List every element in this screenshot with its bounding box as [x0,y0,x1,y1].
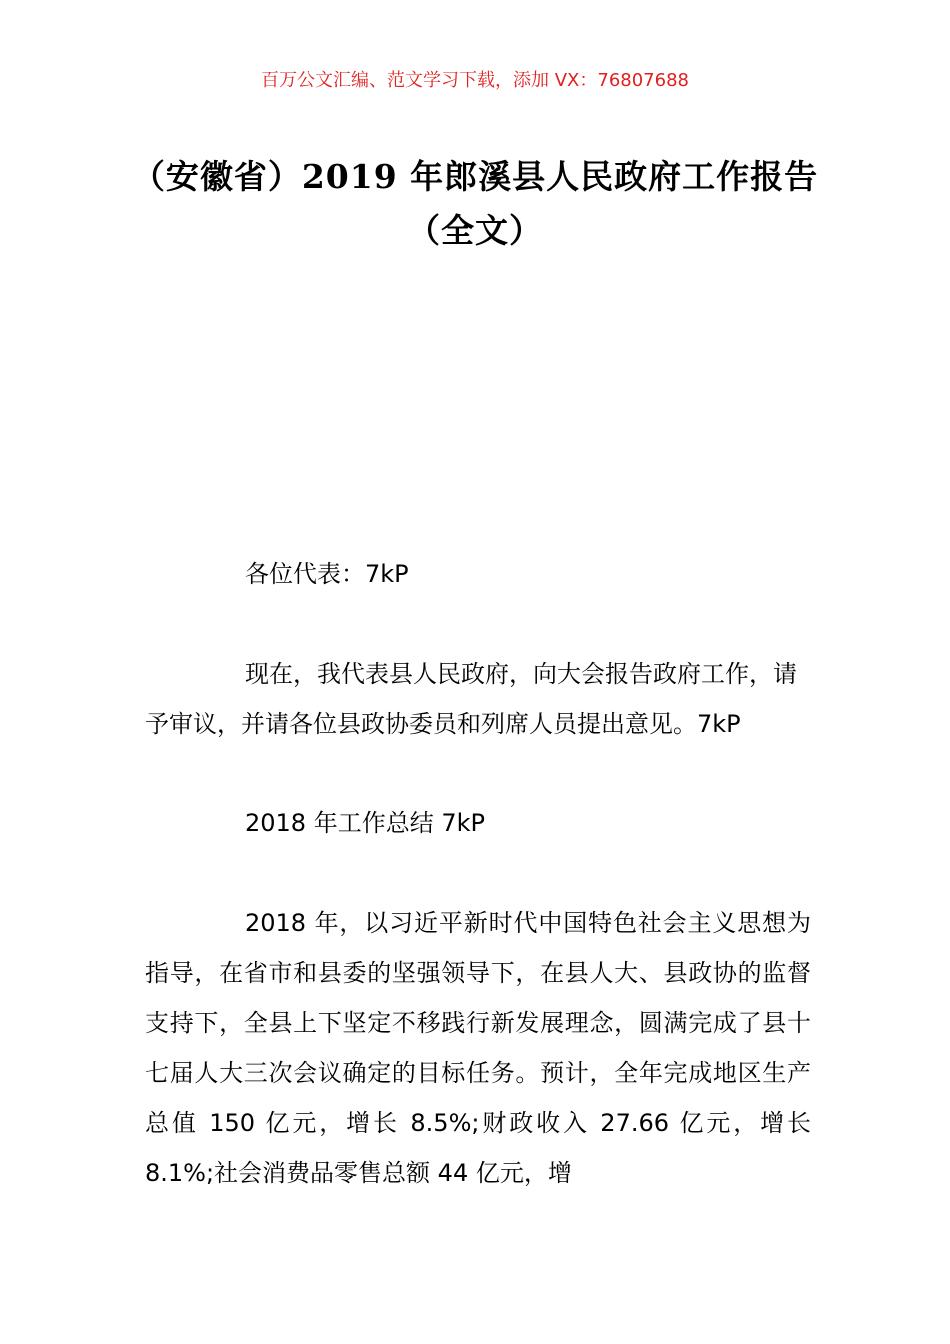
summary-paragraph [145,898,811,1198]
intro-paragraph [145,649,811,749]
intro-text: 现在，我代表县人民政府，向大会报告政府工作，请予审议，并请各位县政协委员和列席人员提出意见。7kP [145,660,797,738]
download-banner: 百万公文汇编、范文学习下载，添加 VX：76807688 [261,70,689,91]
section-heading-text: 2018 年工作总结 7kP [245,809,485,837]
greeting-text: 各位代表：7kP [245,560,409,588]
greeting-paragraph [145,549,811,599]
summary-text: 2018 年，以习近平新时代中国特色社会主义思想为指导，在省市和县委的坚强领导下，在县人大、县政协的监督支持下，全县上下坚定不移践行新发展理念，圆满完成了县十七届人大三次会议确定的目标任务。预计，全年完成地区生产总值 150 亿元，增长 8.5%;财政收入 27.66 亿元，增长 8.1%;社会消费品零售总额 44 亿元，增 [145,909,811,1187]
section-heading-paragraph [145,798,811,848]
document-title: （安徽省）2019 年郎溪县人民政府工作报告（全文） [131,157,819,250]
